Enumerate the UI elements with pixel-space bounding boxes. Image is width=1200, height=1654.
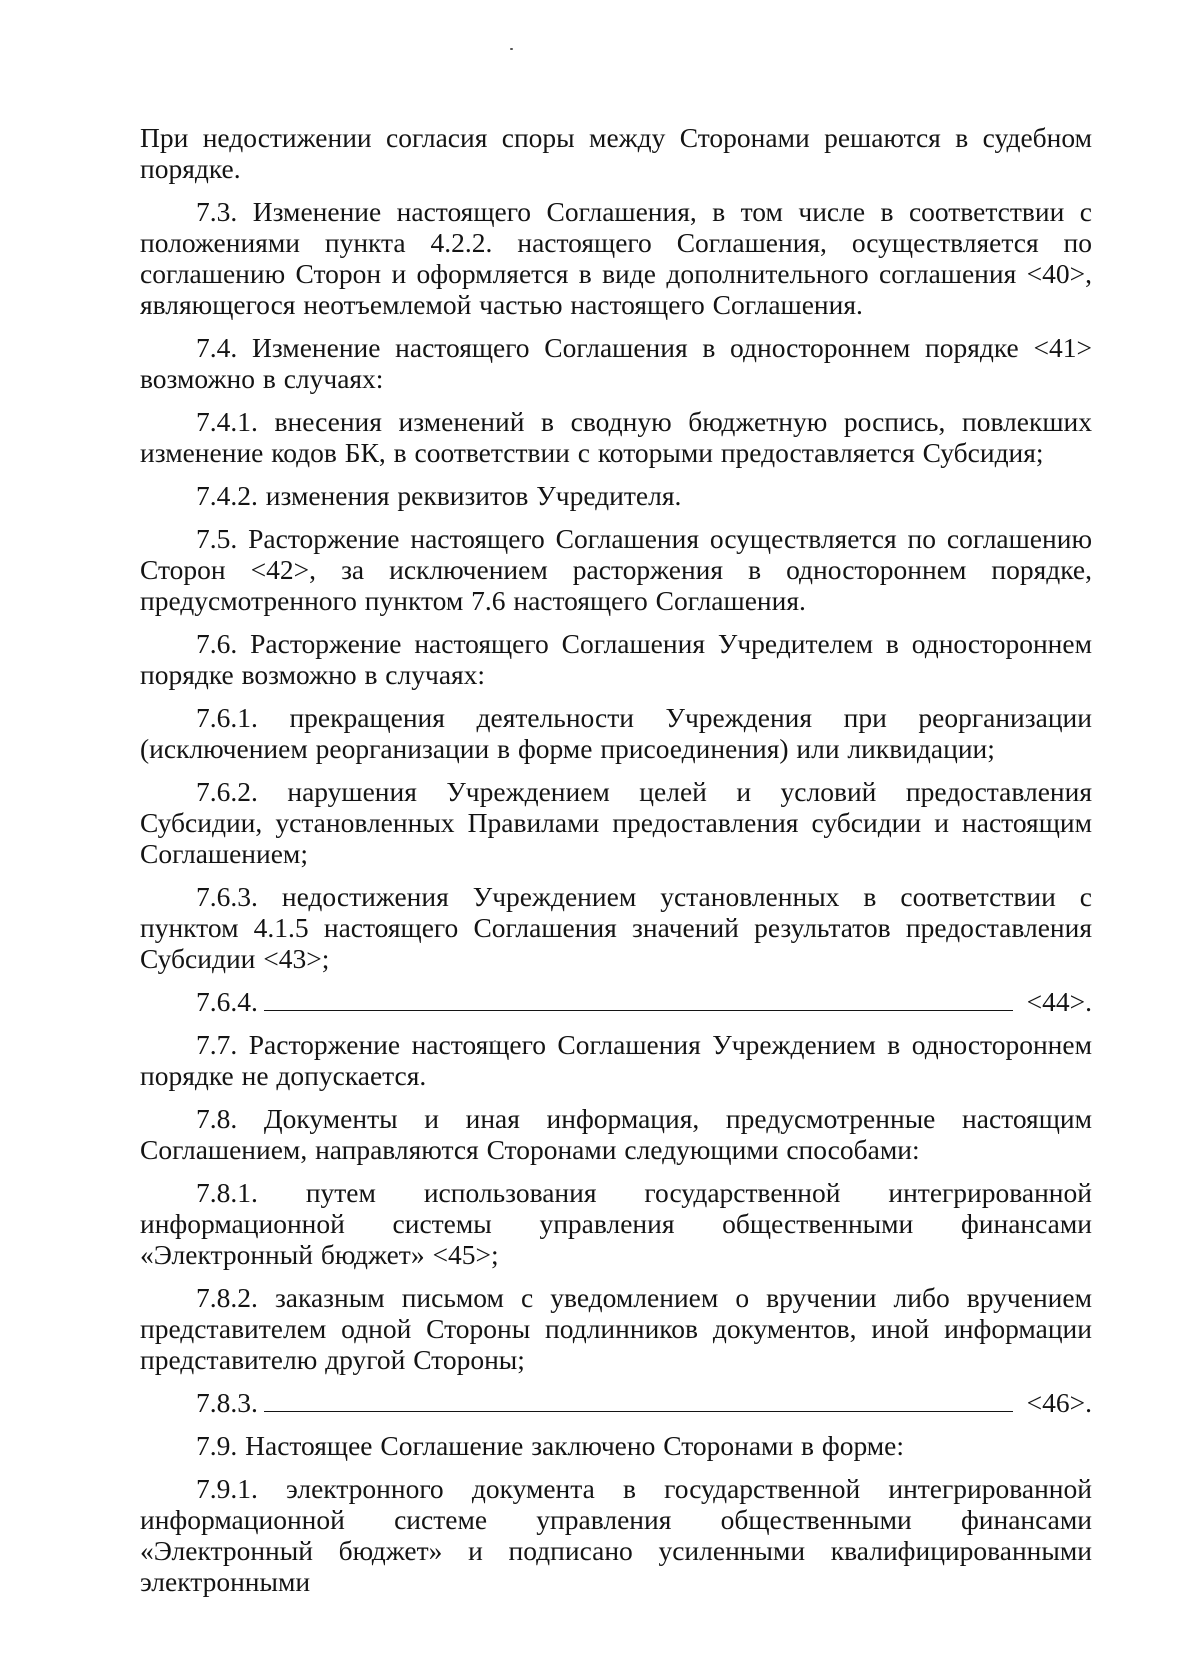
clause-7-8-2: 7.8.2. заказным письмом с уведомлением о вручении либо вручением представителем одной Стороны подлинников документов, иной информации представителю другой Стороны; [140,1282,1092,1375]
clause-7-4-2: 7.4.2. изменения реквизитов Учредителя. [196,480,682,511]
footnote-ref: <44>. [1026,986,1092,1017]
clause-7-8-3-blank [140,1387,1092,1418]
clause-7-6-2: 7.6.2. нарушения Учреждением целей и условий предоставления Субсидии, установленных Правилами предоставления субсидии и настоящим Соглашением; [140,776,1092,869]
clause-7-4: 7.4. Изменение настоящего Соглашения в одностороннем порядке <41> возможно в случаях: [140,332,1092,394]
footnote-ref: <46>. [1026,1387,1092,1418]
fill-in-line [264,1391,1013,1412]
fill-in-line [264,990,1013,1011]
clause-7-9: 7.9. Настоящее Соглашение заключено Сторонами в форме: [196,1430,905,1461]
clause-7-8: 7.8. Документы и иная информация, предусмотренные настоящим Соглашением, направляются Сторонами следующими способами: [140,1103,1092,1165]
clause-7-6-4-blank [140,986,1092,1017]
document-body [140,122,1092,1609]
clause-7-6-3: 7.6.3. недостижения Учреждением установленных в соответствии с пунктом 4.1.5 настоящего Соглашения значений результатов предоставления Субсидии <43>; [140,881,1092,974]
scan-speck [510,48,513,50]
clause-7-4-1: 7.4.1. внесения изменений в сводную бюджетную роспись, повлекших изменение кодов БК, в соответствии с которыми предоставляется Субсидия; [140,406,1092,468]
clause-7-5: 7.5. Расторжение настоящего Соглашения осуществляется по соглашению Сторон <42>, за исключением расторжения в одностороннем порядке, предусмотренного пунктом 7.6 настоящего Соглашения. [140,523,1092,616]
clause-7-7: 7.7. Расторжение настоящего Соглашения Учреждением в одностороннем порядке не допускается. [140,1029,1092,1091]
paragraph-continuation: При недостижении согласия споры между Сторонами решаются в судебном порядке. [140,122,1092,184]
clause-number: 7.6.4. [196,986,258,1017]
clause-7-6-1: 7.6.1. прекращения деятельности Учреждения при реорганизации (исключением реорганизации в форме присоединения) или ликвидации; [140,702,1092,764]
clause-7-6: 7.6. Расторжение настоящего Соглашения Учредителем в одностороннем порядке возможно в случаях: [140,628,1092,690]
clause-7-3: 7.3. Изменение настоящего Соглашения, в том числе в соответствии с положениями пункта 4.2.2. настоящего Соглашения, осуществляется по соглашению Сторон и оформляется в виде дополнительного соглашения <40>, являющегося неотъемлемой частью настоящего Соглашения. [140,196,1092,320]
clause-7-8-1: 7.8.1. путем использования государственной интегрированной информационной системы управления общественными финансами «Электронный бюджет» <45>; [140,1177,1092,1270]
clause-number: 7.8.3. [196,1387,258,1418]
clause-7-9-1: 7.9.1. электронного документа в государственной интегрированной информационной системе управления общественными финансами «Электронный бюджет» и подписано усиленными квалифицированными электронными [140,1473,1092,1597]
